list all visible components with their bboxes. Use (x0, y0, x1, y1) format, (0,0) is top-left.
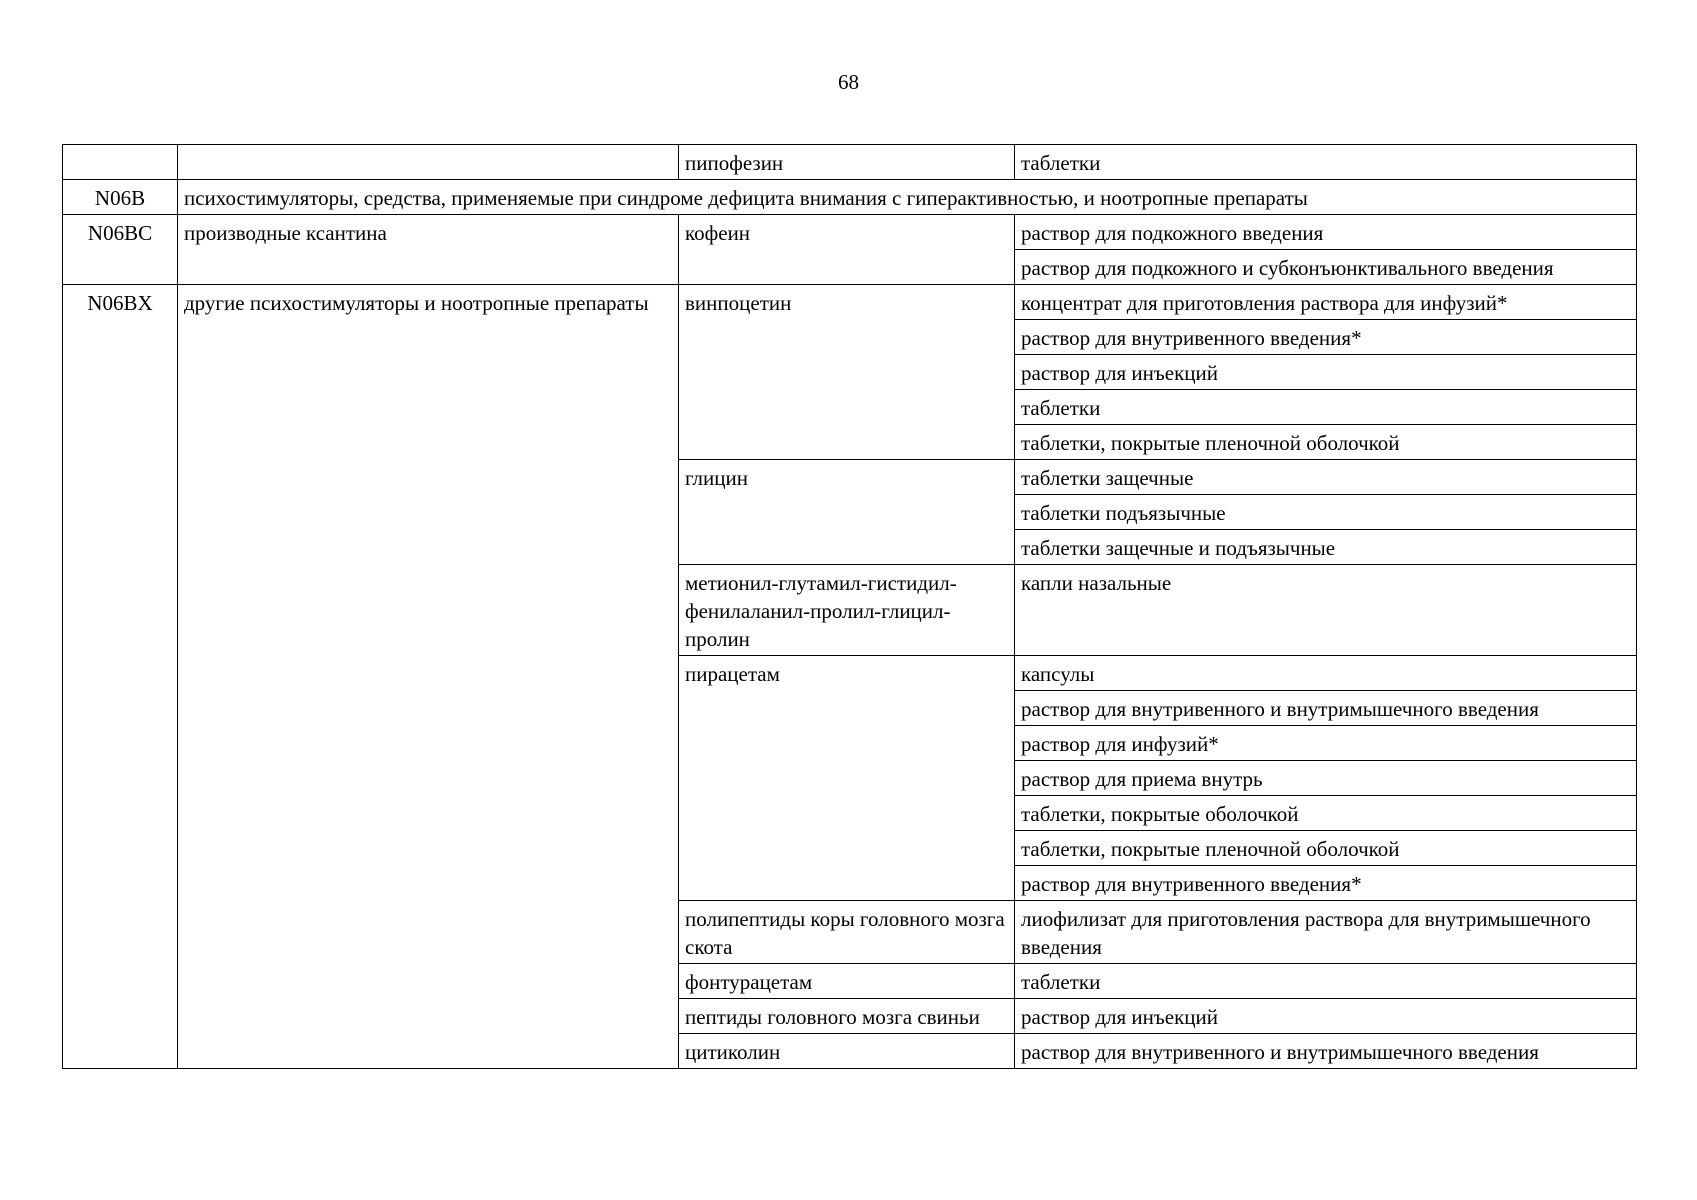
dosage-form-cell: раствор для внутривенного и внутримышечного введения (1015, 1034, 1637, 1069)
dosage-form-cell: таблетки защечные (1015, 460, 1637, 495)
table-row (63, 145, 1637, 180)
table-row (63, 180, 1637, 215)
group-cell: другие психостимуляторы и ноотропные препараты (178, 285, 679, 1069)
dosage-form-cell: таблетки (1015, 390, 1637, 425)
dosage-form-cell: таблетки (1015, 145, 1637, 180)
dosage-form-cell: лиофилизат для приготовления раствора для внутримышечного введения (1015, 901, 1637, 964)
drug-name-cell: метионил-глутамил-гистидил-фенилаланил-пролил-глицил-пролин (679, 565, 1015, 656)
group-cell: психостимуляторы, средства, применяемые при синдроме дефицита внимания с гиперактивностью, и ноотропные препараты (178, 180, 1637, 215)
dosage-form-cell: таблетки (1015, 964, 1637, 999)
drug-name-cell: глицин (679, 460, 1015, 565)
dosage-form-cell: раствор для внутривенного и внутримышечного введения (1015, 691, 1637, 726)
drug-name-cell: пирацетам (679, 656, 1015, 901)
table-row (63, 285, 1637, 320)
drug-list-table (62, 144, 1637, 1069)
dosage-form-cell: раствор для инфузий* (1015, 726, 1637, 761)
dosage-form-cell: раствор для инъекций (1015, 999, 1637, 1034)
dosage-form-cell: капсулы (1015, 656, 1637, 691)
atc-code-cell: N06BX (63, 285, 178, 1069)
atc-code-cell: N06BC (63, 215, 178, 285)
drug-name-cell: винпоцетин (679, 285, 1015, 460)
atc-code-cell (63, 145, 178, 180)
drug-name-cell: кофеин (679, 215, 1015, 285)
drug-name-cell: пипофезин (679, 145, 1015, 180)
drug-name-cell: цитиколин (679, 1034, 1015, 1069)
dosage-form-cell: раствор для инъекций (1015, 355, 1637, 390)
page-number: 68 (838, 70, 859, 94)
dosage-form-cell: раствор для подкожного и субконъюнктивального введения (1015, 250, 1637, 285)
dosage-form-cell: концентрат для приготовления раствора для инфузий* (1015, 285, 1637, 320)
drug-name-cell: фонтурацетам (679, 964, 1015, 999)
table-row (63, 215, 1637, 250)
dosage-form-cell: таблетки защечные и подъязычные (1015, 530, 1637, 565)
dosage-form-cell: раствор для внутривенного введения* (1015, 320, 1637, 355)
dosage-form-cell: таблетки подъязычные (1015, 495, 1637, 530)
group-cell: производные ксантина (178, 215, 679, 285)
dosage-form-cell: раствор для подкожного введения (1015, 215, 1637, 250)
drug-name-cell: пептиды головного мозга свиньи (679, 999, 1015, 1034)
atc-code-cell: N06B (63, 180, 178, 215)
dosage-form-cell: капли назальные (1015, 565, 1637, 656)
dosage-form-cell: раствор для приема внутрь (1015, 761, 1637, 796)
dosage-form-cell: таблетки, покрытые пленочной оболочкой (1015, 425, 1637, 460)
group-cell (178, 145, 679, 180)
dosage-form-cell: раствор для внутривенного введения* (1015, 866, 1637, 901)
dosage-form-cell: таблетки, покрытые пленочной оболочкой (1015, 831, 1637, 866)
drug-name-cell: полипептиды коры головного мозга скота (679, 901, 1015, 964)
dosage-form-cell: таблетки, покрытые оболочкой (1015, 796, 1637, 831)
